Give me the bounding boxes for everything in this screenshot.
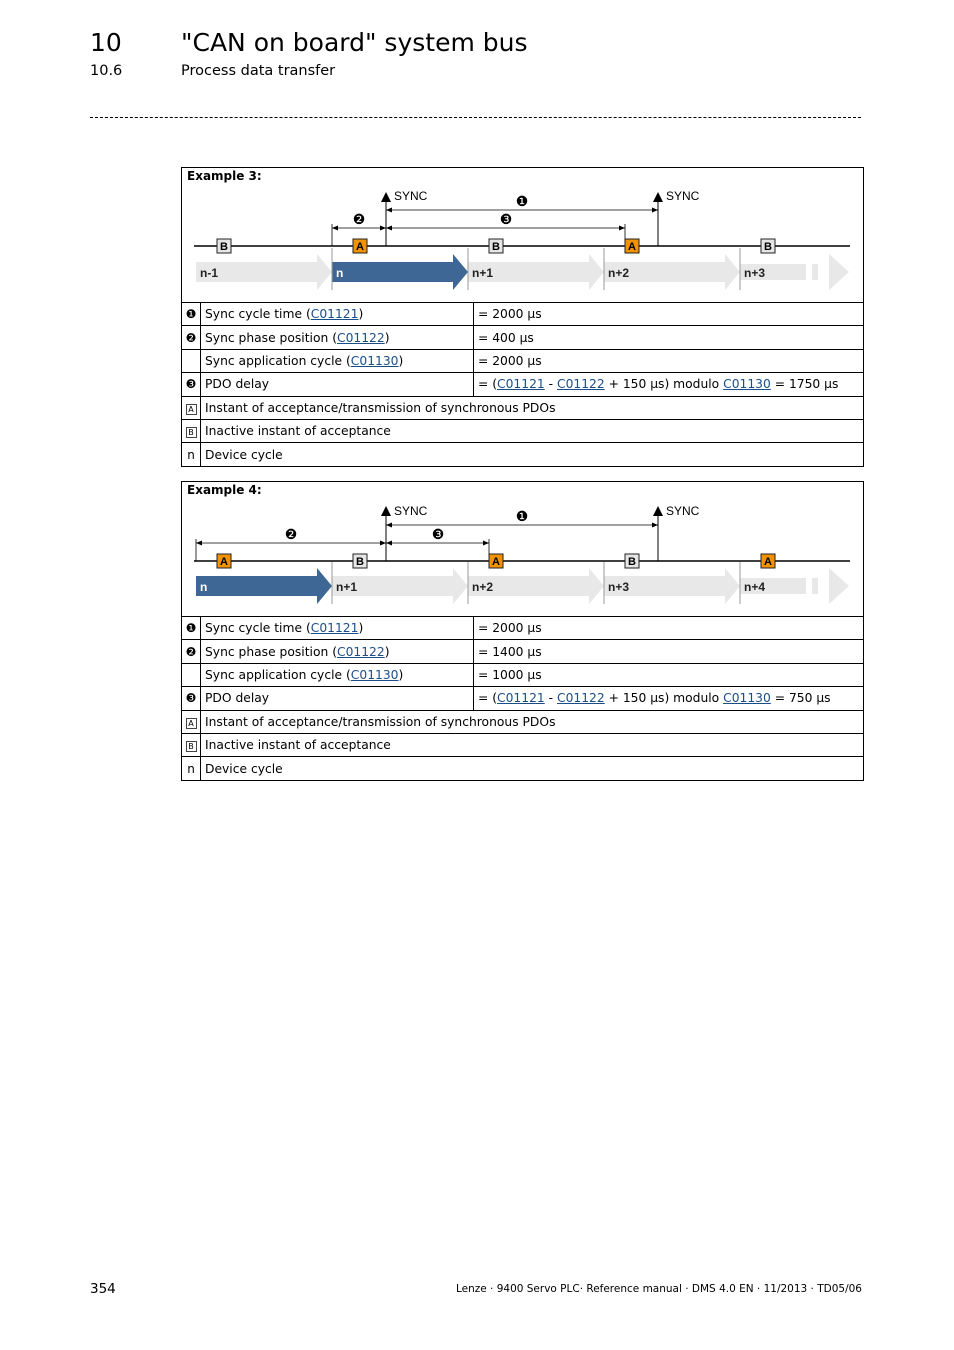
sync-marker-2 [653,504,700,561]
table-row [182,757,863,780]
row-text: Device cycle [201,443,864,466]
row-symbol: ❶ [182,617,201,640]
cycle-label: n+1 [472,266,494,280]
example-4-timing-diagram [182,482,863,616]
code-link[interactable]: C01122 [337,330,385,345]
row-value: = 400 µs [474,326,864,349]
table-row [182,663,863,686]
svg-text:B: B [492,241,500,253]
example-3-diagram-area [182,168,863,303]
row-symbol [182,349,201,372]
section-title: Process data transfer [181,63,336,79]
marker-b [625,554,639,568]
b-symbol-icon: B [186,741,197,752]
marker-b [353,554,367,568]
marker-a [217,554,231,568]
sync-label: SYNC [394,504,428,518]
row-symbol [182,396,201,419]
callout-2: ❷ [352,211,366,227]
svg-text:B: B [628,556,636,568]
row-label: Sync phase position (C01122) [201,640,474,663]
row-label: Sync cycle time (C01121) [201,303,474,326]
cycle-label-active: n [200,580,208,594]
cycle-label: n+3 [744,266,766,280]
callout-3: ❸ [499,211,513,227]
cycle-label-active: n [336,266,344,280]
section-number: 10.6 [90,63,123,79]
table-row [182,326,863,349]
callout-1: ❶ [515,193,529,209]
table-row [182,303,863,326]
row-value: = 1400 µs [474,640,864,663]
marker-b [217,239,231,253]
row-label: Sync application cycle (C01130) [201,349,474,372]
page-number: 354 [90,1281,116,1297]
svg-text:A: A [220,556,228,568]
code-link[interactable]: C01130 [350,353,399,368]
row-symbol [182,733,201,756]
chapter-number: 10 [90,28,122,57]
example-3-legend-table [182,303,863,466]
row-text: Inactive instant of acceptance [201,419,864,442]
row-label: PDO delay [201,687,474,710]
table-row [182,373,863,396]
callout-3-dimension [386,211,625,246]
code-link[interactable]: C01130 [350,667,399,682]
row-symbol: ❷ [182,326,201,349]
row-value: = 2000 µs [478,621,542,636]
row-label: Sync phase position (C01122) [201,326,474,349]
svg-text:A: A [356,241,364,253]
svg-text:B: B [764,241,772,253]
example-4-legend-table [182,617,863,780]
row-symbol [182,663,201,686]
cycle-label: n+2 [608,266,630,280]
row-value: = 2000 µs [478,307,542,322]
cycle-label: n+3 [608,580,630,594]
table-row [182,443,863,466]
row-text: Instant of acceptance/transmission of synchronous PDOs [201,396,864,419]
marker-a [625,239,639,253]
b-symbol-icon: B [186,427,197,438]
example-4-box [181,481,864,781]
row-text: Instant of acceptance/transmission of synchronous PDOs [201,710,864,733]
sync-marker-2 [653,189,700,246]
marker-b [489,239,503,253]
row-symbol: ❷ [182,640,201,663]
callout-3-dimension [386,526,489,561]
row-value: = 2000 µs [474,349,864,372]
code-link[interactable]: C01130 [723,691,771,706]
example-4-title: Example 4: [187,483,262,497]
a-symbol-icon: A [186,404,197,415]
code-link[interactable]: C01121 [310,621,359,636]
row-symbol [182,710,201,733]
svg-text:A: A [492,556,500,568]
example-3-timing-diagram [182,168,863,302]
code-link[interactable]: C01121 [497,377,545,392]
sync-label: SYNC [394,189,428,203]
table-row [182,640,863,663]
cycle-arrow-active [196,568,332,604]
code-link[interactable]: C01130 [723,377,771,392]
table-row [182,687,863,710]
svg-text:B: B [220,241,228,253]
svg-text:A: A [764,556,772,568]
table-row [182,710,863,733]
continuation-arrow [829,254,849,290]
row-formula: = (C01121 - C01122 + 150 µs) modulo C01130 = 750 µs [474,687,864,710]
row-text: Device cycle [201,757,864,780]
row-symbol: n [182,757,201,780]
svg-text:A: A [628,241,636,253]
cycle-label: n-1 [200,266,218,280]
footer-doc-info: Lenze · 9400 Servo PLC· Reference manual · DMS 4.0 EN · 11/2013 · TD05/06 [455,1283,862,1295]
callout-1: ❶ [515,508,529,524]
example-3-box [181,167,864,467]
row-text: Inactive instant of acceptance [201,733,864,756]
code-link[interactable]: C01122 [337,644,385,659]
code-link[interactable]: C01121 [310,307,359,322]
table-row [182,733,863,756]
row-label: Sync cycle time (C01121) [201,617,474,640]
continuation-bar [812,578,818,594]
cycle-label: n+2 [472,580,494,594]
table-row [182,419,863,442]
row-symbol: ❸ [182,373,201,396]
code-link[interactable]: C01122 [557,691,605,706]
continuation-bar [812,264,818,280]
callout-2: ❷ [284,526,298,542]
marker-b [761,239,775,253]
dashed-separator [90,117,861,118]
row-symbol: ❸ [182,687,201,710]
row-symbol: n [182,443,201,466]
cycle-label: n+4 [744,580,766,594]
row-value: = 1000 µs [474,663,864,686]
table-row [182,349,863,372]
example-3-title: Example 3: [187,169,262,183]
cycle-label: n+1 [336,580,358,594]
sync-marker-1 [381,504,428,561]
code-link[interactable]: C01122 [557,377,605,392]
sync-marker-1 [381,189,428,246]
chapter-title: "CAN on board" system bus [181,28,528,57]
row-formula: = (C01121 - C01122 + 150 µs) modulo C01130 = 1750 µs [474,373,864,396]
example-4-diagram-area [182,482,863,617]
a-symbol-icon: A [186,718,197,729]
marker-a [761,554,775,568]
cycle-arrow-active [332,254,468,290]
table-row [182,617,863,640]
marker-a [489,554,503,568]
row-label: PDO delay [201,373,474,396]
continuation-arrow [829,568,849,604]
callout-3: ❸ [431,526,445,542]
marker-a [353,239,367,253]
row-label: Sync application cycle (C01130) [201,663,474,686]
table-row [182,396,863,419]
sync-label: SYNC [666,504,700,518]
svg-text:B: B [356,556,364,568]
row-symbol: ❶ [182,303,201,326]
row-symbol [182,419,201,442]
code-link[interactable]: C01121 [497,691,545,706]
sync-label: SYNC [666,189,700,203]
